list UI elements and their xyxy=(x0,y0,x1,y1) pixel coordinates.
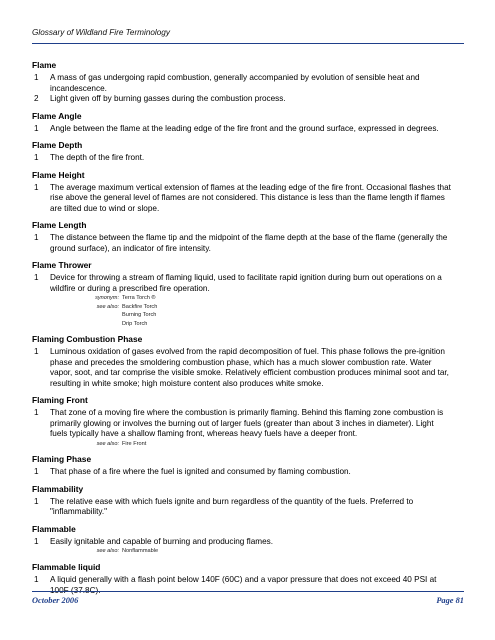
glossary-entry xyxy=(32,170,462,215)
glossary-term: Flame Height xyxy=(32,169,85,180)
definition-text: The relative ease with which fuels ignite and burn regardless of the quantity of the fuels. Preferred to "inflammability." xyxy=(50,496,414,517)
definition-number: 1 xyxy=(34,575,39,585)
footer-rule xyxy=(32,591,464,592)
definition-text: The distance between the flame tip and the midpoint of the flame depth at the base of the flame (generally the ground surface), an indicator of fire intensity. xyxy=(50,233,448,253)
cross-reference-term: Drip Torch xyxy=(122,320,148,327)
cross-reference-label: see also: xyxy=(96,440,119,447)
definition-number: 1 xyxy=(34,233,39,242)
cross-reference xyxy=(32,547,462,556)
cross-reference-values xyxy=(122,303,157,329)
definition-text: That phase of a fire where the fuel is ignited and consumed by flaming combustion. xyxy=(50,467,351,477)
glossary-term: Flame xyxy=(32,60,57,70)
definition-text: A liquid generally with a flash point below 140F (60C) and a vapor pressure that does not exceed 40 PSI at 100F (37.8C). xyxy=(50,575,437,595)
definition-row xyxy=(32,537,462,548)
glossary-entry xyxy=(32,334,462,389)
glossary-term: Flame Angle xyxy=(32,110,82,121)
cross-reference-values xyxy=(122,547,158,556)
glossary-term: Flammability xyxy=(32,483,84,494)
glossary-term: Flaming Front xyxy=(32,395,88,406)
glossary-term: Flaming Phase xyxy=(32,454,92,465)
definition-row xyxy=(32,94,462,105)
cross-reference-term: Terra Torch ® xyxy=(122,295,156,301)
cross-reference xyxy=(32,294,462,303)
definition-number: 2 xyxy=(34,94,39,103)
definition-text: The depth of the fire front. xyxy=(50,153,145,162)
definition-number: 1 xyxy=(34,496,39,506)
glossary-term: Flammable xyxy=(32,523,76,534)
definition-number: 1 xyxy=(34,408,39,418)
definition-row xyxy=(32,575,462,596)
definition-text: That zone of a moving fire where the combustion is primarily flaming. Behind this flaming zone combustion is primarily glowing or involves the burning out of larger fuels (greater than about 3 inches in diameter). Light fuels typically have a shallow flaming front, whereas heavy fuels have a deeper front. xyxy=(50,408,444,439)
glossary-term: Flame Length xyxy=(32,220,87,230)
cross-reference xyxy=(32,440,462,449)
glossary-term: Flaming Combustion Phase xyxy=(32,334,143,345)
cross-reference-term: Backfire Torch xyxy=(122,303,158,310)
definition-number: 1 xyxy=(34,536,39,546)
definition-row xyxy=(32,183,462,215)
glossary-entry xyxy=(32,140,462,164)
cross-reference-label: see also: xyxy=(96,303,119,310)
cross-reference-label: synonym: xyxy=(95,295,119,301)
cross-reference-term: Nonflammable xyxy=(122,548,159,555)
definition-row xyxy=(32,497,462,518)
cross-reference-term: Burning Torch xyxy=(122,312,157,319)
glossary-entry xyxy=(32,484,462,518)
definition-text: The average maximum vertical extension of flames at the leading edge of the fire front. Occasional flashes that rise above the general level of flames are not considered. This distance is less than the flame length if flames are tilted due to wind or slope. xyxy=(50,182,451,213)
definition-number: 1 xyxy=(34,153,39,162)
definition-number: 1 xyxy=(34,273,39,282)
definition-row xyxy=(32,153,462,164)
definition-row xyxy=(32,467,462,478)
cross-reference xyxy=(32,303,462,329)
definition-text: Easily ignitable and capable of burning and producing flames. xyxy=(50,536,274,546)
glossary-entry xyxy=(32,111,462,135)
cross-reference-values xyxy=(122,440,146,449)
cross-reference-label: see also: xyxy=(96,548,119,555)
definition-row xyxy=(32,347,462,389)
definition-row xyxy=(32,73,462,94)
glossary-entry xyxy=(32,454,462,478)
definition-number: 1 xyxy=(34,467,39,477)
glossary-term: Flammable liquid xyxy=(32,562,101,573)
footer-date: October 2006 xyxy=(32,596,79,605)
definition-text: A mass of gas undergoing rapid combustion, generally accompanied by evolution of sensible heat and incandescence. xyxy=(50,73,420,93)
footer-page-number: Page 81 xyxy=(436,596,464,605)
definition-number: 1 xyxy=(34,347,39,357)
definition-text: Device for throwing a stream of flaming liquid, used to facilitate rapid ignition during burn out operations on a wildfire or during a prescribed fire operation. xyxy=(50,273,442,293)
glossary-entry xyxy=(32,260,462,328)
glossary-entry xyxy=(32,220,462,254)
cross-reference-values xyxy=(122,294,156,303)
definition-row xyxy=(32,273,462,294)
cross-reference-term: Fire Front xyxy=(122,440,147,447)
glossary-entries xyxy=(32,60,462,602)
definition-text: Luminous oxidation of gases evolved from the rapid decomposition of fuel. This phase follows the pre-ignition phase and precedes the smoldering combustion phase, which has a much slower combustion rate. Water vapor, soot, and tar comprise the visible smoke. Relatively efficient combustion produces minimal soot and tar, resulting in white smoke; high moisture content also produces white smoke. xyxy=(50,347,449,388)
definition-text: Light given off by burning gasses during the combustion process. xyxy=(50,94,286,103)
glossary-term: Flame Depth xyxy=(32,140,83,150)
header-rule xyxy=(32,43,464,44)
glossary-entry xyxy=(32,395,462,448)
glossary-entry xyxy=(32,524,462,556)
definition-row xyxy=(32,233,462,254)
definition-number: 1 xyxy=(34,123,39,133)
definition-text: Angle between the flame at the leading edge of the fire front and the ground surface, expressed in degrees. xyxy=(50,123,439,133)
definition-number: 1 xyxy=(34,73,39,82)
running-header: Glossary of Wildland Fire Terminology xyxy=(32,28,170,37)
glossary-term: Flame Thrower xyxy=(32,260,92,270)
definition-row xyxy=(32,124,462,135)
definition-number: 1 xyxy=(34,182,39,192)
definition-row xyxy=(32,408,462,440)
glossary-entry xyxy=(32,60,462,105)
